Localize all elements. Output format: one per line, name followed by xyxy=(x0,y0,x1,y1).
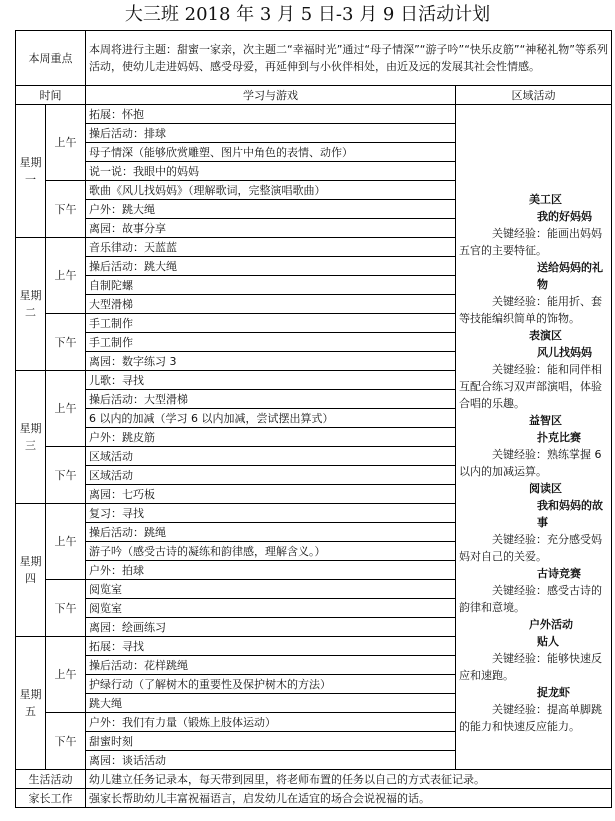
am-label: 上午 xyxy=(46,105,86,181)
activity-item: 儿歌：寻找 xyxy=(86,371,456,390)
area-title: 我的好妈妈 xyxy=(537,210,592,223)
activity-item: 操后活动：大型滑梯 xyxy=(86,390,456,409)
activity-item: 6 以内的加减（学习 6 以内加减，尝试摆出算式） xyxy=(86,409,456,428)
area-title: 风儿找妈妈 xyxy=(537,346,592,359)
area-title: 扑克比赛 xyxy=(537,431,581,444)
activity-item: 户外：跳皮筋 xyxy=(86,428,456,447)
focus-row xyxy=(16,31,612,86)
pm-label: 下午 xyxy=(46,713,86,770)
pm-label: 下午 xyxy=(46,314,86,371)
activity-item: 游子吟（感受古诗的凝练和韵律感，理解含义。） xyxy=(86,542,456,561)
header-row xyxy=(16,86,612,105)
activity-item: 音乐律动：天蓝蓝 xyxy=(86,238,456,257)
activity-item: 操后活动：花样跳绳 xyxy=(86,656,456,675)
pm-label: 下午 xyxy=(46,181,86,238)
day-name: 星期一 xyxy=(16,105,46,238)
am-label: 上午 xyxy=(46,371,86,447)
area-title: 古诗竞赛 xyxy=(537,567,581,580)
area-experience: 关键经验：能用折、套等技能编织简单的饰物。 xyxy=(459,295,602,325)
am-label: 上午 xyxy=(46,504,86,580)
area-experience: 关键经验：提高单脚跳的能力和快速反应能力。 xyxy=(459,703,602,733)
day-name: 星期二 xyxy=(16,238,46,371)
day-name: 星期四 xyxy=(16,504,46,637)
activity-item: 跳大绳 xyxy=(86,694,456,713)
parent-text: 强家长帮助幼儿丰富祝福语言，启发幼儿在适宜的场合会说祝福的话。 xyxy=(86,789,612,808)
day-name: 星期三 xyxy=(16,371,46,504)
area-category: 益智区 xyxy=(529,414,562,427)
parent-row xyxy=(16,789,612,808)
pm-label: 下午 xyxy=(46,580,86,637)
activity-item: 护绿行动（了解树木的重要性及保护树木的方法） xyxy=(86,675,456,694)
activity-item: 拓展：寻找 xyxy=(86,637,456,656)
activity-item: 户外：拍球 xyxy=(86,561,456,580)
activity-item: 离园：谈话活动 xyxy=(86,751,456,770)
area-experience: 关键经验：能画出妈妈五官的主要特征。 xyxy=(459,227,602,257)
activity-item: 复习：寻找 xyxy=(86,504,456,523)
activity-item: 操后活动：跳大绳 xyxy=(86,257,456,276)
activity-item: 操后活动：排球 xyxy=(86,124,456,143)
area-category: 阅读区 xyxy=(529,482,562,495)
activity-item: 说一说：我眼中的妈妈 xyxy=(86,162,456,181)
activity-item: 户外：我们有力量（锻炼上肢体运动） xyxy=(86,713,456,732)
area-experience: 关键经验：能够快速反应和速跑。 xyxy=(459,652,602,682)
life-text: 幼儿建立任务记录本，每天带到园里，将老师布置的任务以自己的方式表征记录。 xyxy=(86,770,612,789)
header-area: 区域活动 xyxy=(456,86,612,105)
activity-row xyxy=(16,105,612,124)
pm-label: 下午 xyxy=(46,447,86,504)
activity-item: 阅览室 xyxy=(86,599,456,618)
area-title: 捉龙虾 xyxy=(537,686,570,699)
day-name: 星期五 xyxy=(16,637,46,770)
activity-item: 大型滑梯 xyxy=(86,295,456,314)
page-title: 大三班 2018 年 3 月 5 日-3 月 9 日活动计划 xyxy=(124,4,491,25)
focus-text: 本周将进行主题：甜蜜一家亲，次主题二“幸福时光”通过“母子情深”“游子吟”“快乐皮筋”“神秘礼物”等系列活动，使幼儿走进妈妈、感受母爱，再延伸到与小伙伴相处，由近及远的发展其社会性情感。 xyxy=(86,31,612,86)
area-title: 我和妈妈的故事 xyxy=(537,499,603,529)
area-experience: 关键经验：感受古诗的韵律和意境。 xyxy=(459,584,602,614)
activity-item: 甜蜜时刻 xyxy=(86,732,456,751)
am-label: 上午 xyxy=(46,238,86,314)
parent-label: 家长工作 xyxy=(16,789,86,808)
area-experience: 关键经验：熟练掌握 6 以内的加减运算。 xyxy=(459,448,602,478)
focus-label: 本周重点 xyxy=(16,31,86,86)
activity-item: 离园：数字练习 3 xyxy=(86,352,456,371)
activity-item: 操后活动：跳绳 xyxy=(86,523,456,542)
activity-item: 离园：绘画练习 xyxy=(86,618,456,637)
activity-item: 手工制作 xyxy=(86,314,456,333)
area-category: 户外活动 xyxy=(529,618,573,631)
area-activities xyxy=(456,105,612,770)
area-title: 贴人 xyxy=(537,635,559,648)
activity-item: 手工制作 xyxy=(86,333,456,352)
activity-item: 母子情深（能够欣赏雕塑、图片中角色的表情、动作） xyxy=(86,143,456,162)
activity-item: 自制陀螺 xyxy=(86,276,456,295)
plan-table-body xyxy=(16,31,612,808)
activity-item: 歌曲《风儿找妈妈》（理解歌词，完整演唱歌曲） xyxy=(86,181,456,200)
area-title: 送给妈妈的礼物 xyxy=(537,261,603,291)
life-label: 生活活动 xyxy=(16,770,86,789)
header-time: 时间 xyxy=(16,86,86,105)
am-label: 上午 xyxy=(46,637,86,713)
activity-item: 离园：故事分享 xyxy=(86,219,456,238)
activity-item: 拓展：怀抱 xyxy=(86,105,456,124)
activity-item: 阅览室 xyxy=(86,580,456,599)
plan-table xyxy=(15,30,612,808)
area-category: 表演区 xyxy=(529,329,562,342)
area-experience: 关键经验：能和同伴相互配合练习双声部演唱，体验合唱的乐趣。 xyxy=(459,363,602,410)
activity-item: 区域活动 xyxy=(86,447,456,466)
activity-item: 离园：七巧板 xyxy=(86,485,456,504)
activity-item: 户外：跳大绳 xyxy=(86,200,456,219)
area-experience: 关键经验：充分感受妈妈对自己的关爱。 xyxy=(459,533,602,563)
activity-item: 区域活动 xyxy=(86,466,456,485)
header-study: 学习与游戏 xyxy=(86,86,456,105)
life-row xyxy=(16,770,612,789)
area-category: 美工区 xyxy=(529,193,562,206)
